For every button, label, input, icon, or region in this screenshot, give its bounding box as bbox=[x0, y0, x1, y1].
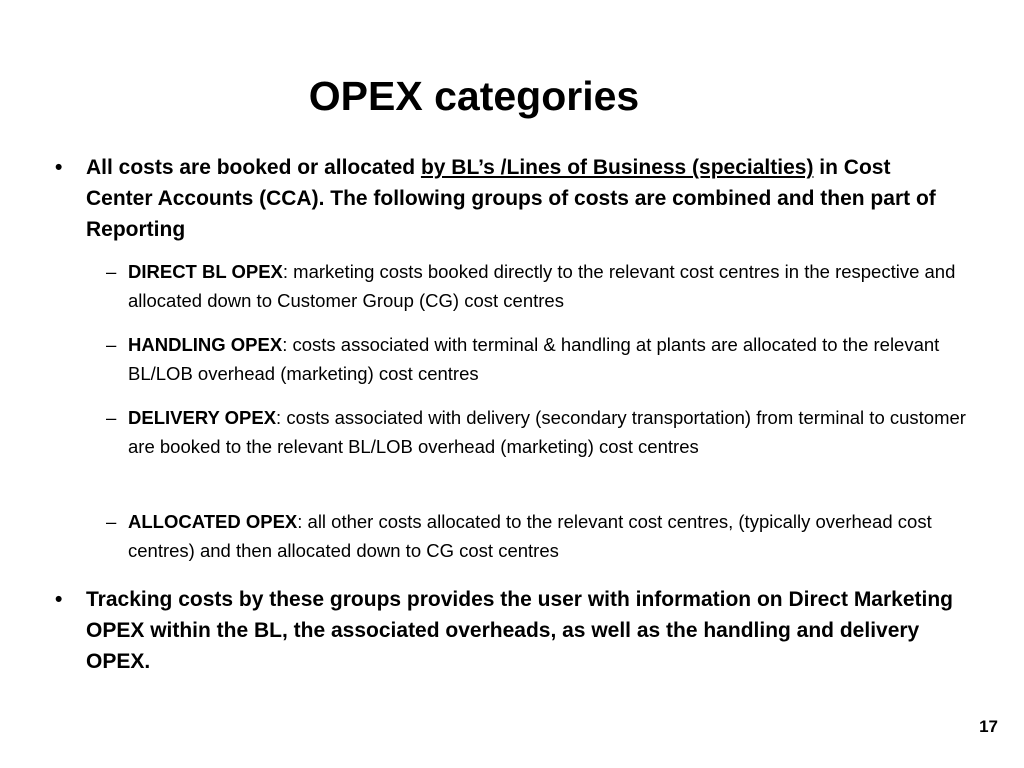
underlined-text: by BL’s /Lines of Business (specialties) bbox=[420, 156, 814, 179]
page-number: 17 bbox=[979, 717, 998, 736]
sub-bullet-desc: : marketing costs booked directly to the relevant cost centres in the respective and allocated down to Customer Group (CG) cost centres bbox=[128, 261, 956, 311]
sub-bullet-marker: – bbox=[106, 261, 117, 282]
sub-bullet-text bbox=[128, 507, 976, 565]
sub-bullet-direct-bl-opex bbox=[106, 257, 976, 315]
sub-bullet-desc: : costs associated with terminal & handling at plants are allocated to the relevant BL/LOB overhead (marketing) cost centres bbox=[128, 334, 940, 384]
sub-bullet-term: ALLOCATED OPEX bbox=[128, 511, 298, 532]
sub-bullet-term: DIRECT BL OPEX bbox=[128, 261, 283, 282]
bullet-text bbox=[86, 152, 955, 245]
sub-bullet-desc: : all other costs allocated to the relevant cost centres, (typically overhead cost centres) and then allocated down to CG cost centres bbox=[128, 511, 932, 561]
sub-bullet-delivery-opex bbox=[106, 403, 976, 461]
sub-bullet-text bbox=[128, 403, 976, 461]
sub-bullet-desc: : costs associated with delivery (secondary transportation) from terminal to customer are booked to the relevant BL/LOB overhead (marketing) cost centres bbox=[128, 407, 966, 457]
bullet-marker: • bbox=[55, 588, 63, 611]
sub-bullet-text bbox=[128, 330, 976, 388]
slide-title: OPEX categories bbox=[308, 73, 640, 119]
sub-bullet-marker: – bbox=[106, 334, 117, 355]
bullet-text-part: All costs are booked or allocated bbox=[86, 156, 421, 179]
bullet-text: Tracking costs by these groups provides the user with information on Direct Marketing OPEX within the BL, the associated overheads, as well as the handling and delivery OPEX. bbox=[86, 588, 953, 673]
bullet-text-part: in Cost Center Accounts (CCA). The following groups of costs are combined and then part of Reporting bbox=[86, 156, 936, 241]
sub-bullet-text bbox=[128, 257, 976, 315]
bullet-item bbox=[55, 152, 955, 245]
sub-bullet-marker: – bbox=[106, 407, 117, 428]
sub-bullet-term: HANDLING OPEX bbox=[128, 334, 283, 355]
bullet-marker: • bbox=[55, 156, 63, 179]
sub-bullet-marker: – bbox=[106, 511, 117, 532]
sub-bullet-allocated-opex bbox=[106, 507, 976, 565]
bullet-item bbox=[55, 584, 955, 677]
sub-bullet-handling-opex bbox=[106, 330, 976, 388]
sub-bullet-term: DELIVERY OPEX bbox=[128, 407, 277, 428]
